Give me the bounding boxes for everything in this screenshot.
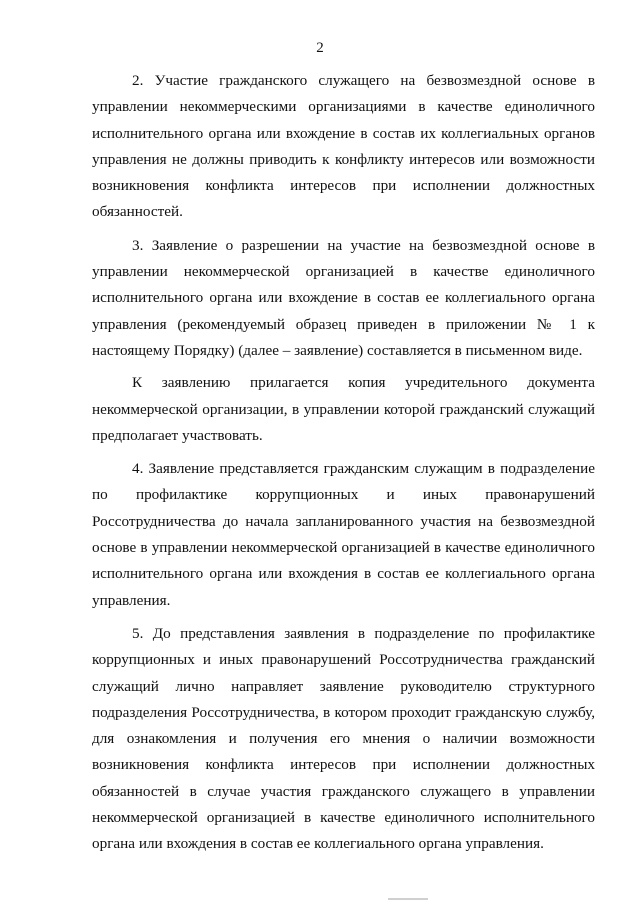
page-number: 2 <box>316 40 324 56</box>
paragraph-2: 2. Участие гражданского служащего на безвозмездной основе в управлении некоммерческими организациями в качестве единоличного исполнительного органа или вхождение в состав их коллегиальных органов управления не должны приводить к конфликту интересов или возможности возникновения конфликта интересов при исполнении должностных обязанностей. <box>92 72 595 221</box>
scan-edge-mark <box>388 898 428 900</box>
paragraph-3-attachment: К заявлению прилагается копия учредительного документа некоммерческой организации, в управлении которой гражданский служащий предполагает участвовать. <box>92 374 595 444</box>
paragraph-4: 4. Заявление представляется гражданским служащим в подразделение по профилактике коррупционных и иных правонарушений Россотрудничества до начала запланированного участия на безвозмездной основе в управлении некоммерческой организацией в качестве единоличного исполнительного органа или вхождения в состав ее коллегиального органа управления. <box>92 460 595 609</box>
document-body <box>92 68 595 865</box>
paragraph-5: 5. До представления заявления в подразделение по профилактике коррупционных и иных правонарушений Россотрудничества гражданский служащий лично направляет заявление руководителю структурного подразделения Россотрудничества, в котором проходит гражданскую службу, для ознакомления и получения его мнения о наличии возможности возникновения конфликта интересов при исполнении должностных обязанностей в случае участия гражданского служащего в управлении некоммерческой организацией в качестве единоличного исполнительного органа или вхождения в состав ее коллегиального органа управления. <box>92 624 595 853</box>
paragraph-3: 3. Заявление о разрешении на участие на безвозмездной основе в управлении некоммерческой организацией в качестве единоличного исполнительного органа или вхождение в состав ее коллегиального органа управления (рекомендуемый образец приведен в приложении № 1 к настоящему Порядку) (далее – заявление) составляется в письменном виде. <box>92 236 595 359</box>
